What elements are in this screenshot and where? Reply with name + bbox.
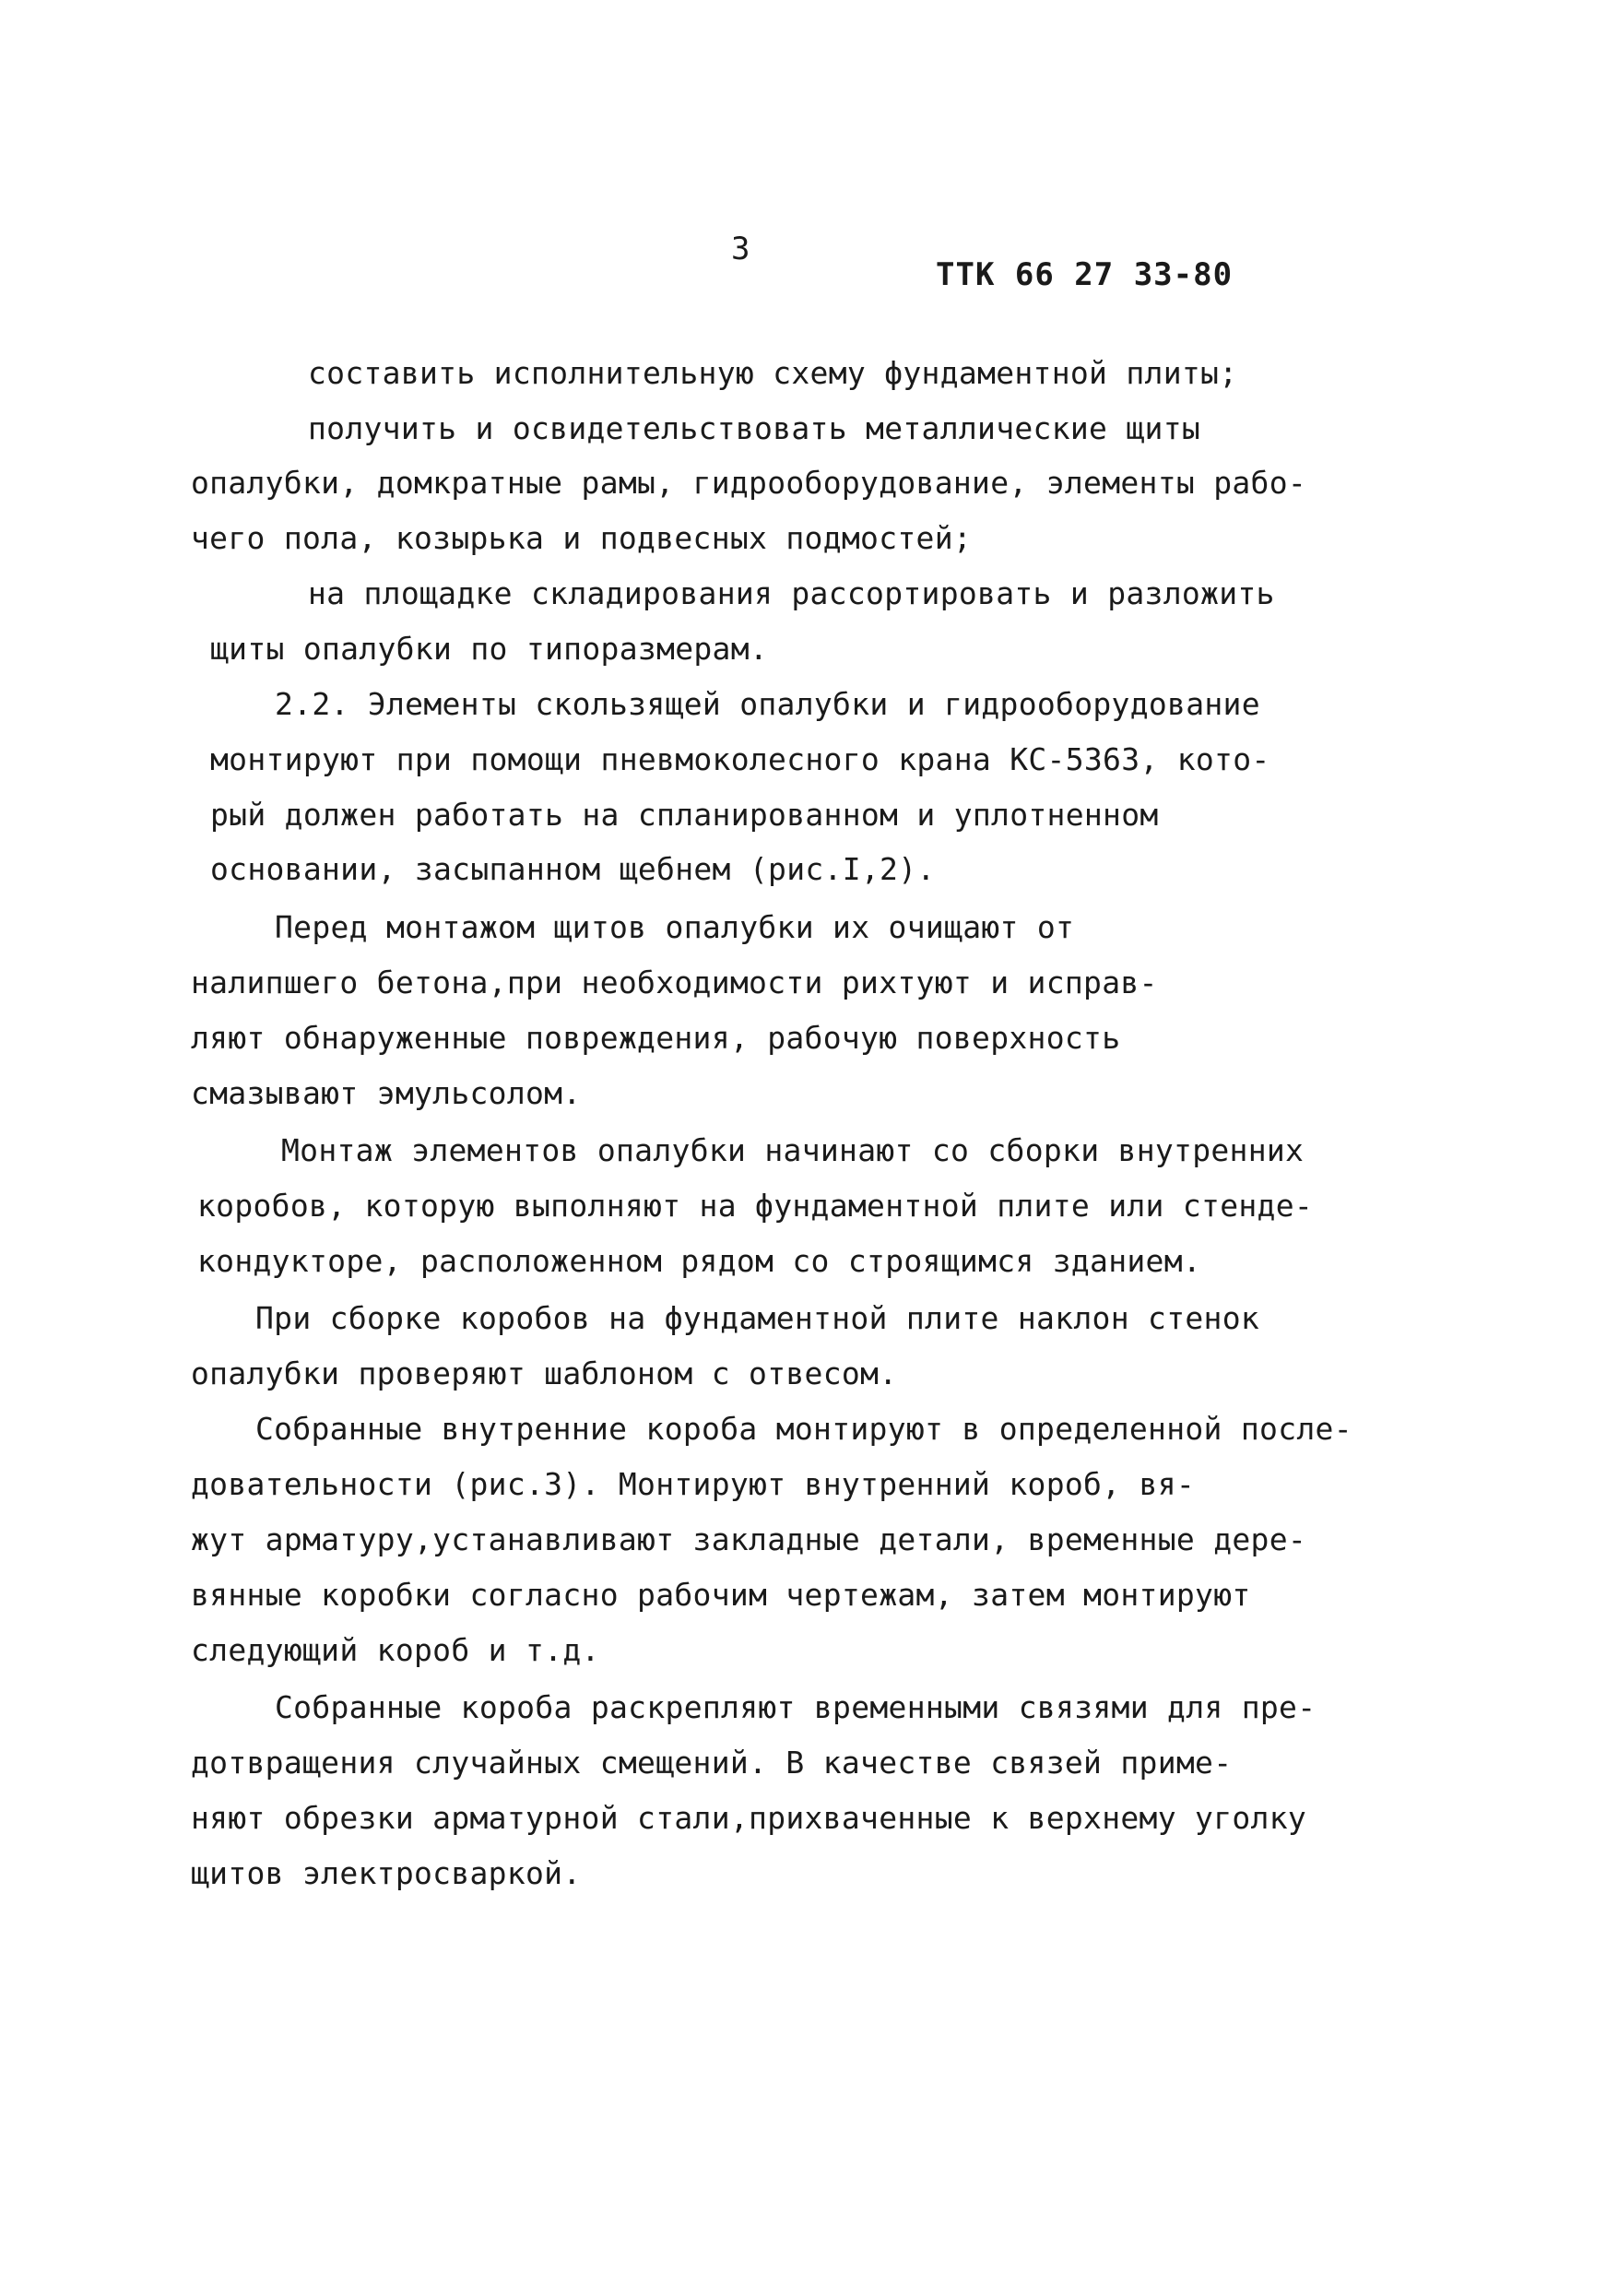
text-line: коробов, которую выполняют на фундаментной плите или стенде- xyxy=(197,1188,1314,1224)
text-line: опалубки проверяют шаблоном с отвесом. xyxy=(191,1355,898,1391)
document-code: ТТК 66 27 33-80 xyxy=(936,256,1234,293)
text-line: рый должен работать на спланированном и уплотненном xyxy=(210,797,1159,833)
text-line: получить и освидетельствовать металлические щиты xyxy=(308,410,1201,446)
text-line: ляют обнаруженные повреждения, рабочую поверхность xyxy=(191,1020,1121,1056)
text-line: составить исполнительную схему фундаментной плиты; xyxy=(308,355,1238,391)
text-line: жут арматуру,устанавливают закладные детали, временные дере- xyxy=(191,1521,1307,1557)
text-line: основании, засыпанном щебнем (рис.I,2). xyxy=(210,851,936,887)
text-line: довательности (рис.3). Монтируют внутренний короб, вя- xyxy=(191,1466,1196,1502)
text-line: Собранные внутренние короба монтируют в определенной после- xyxy=(255,1411,1352,1447)
text-line: Перед монтажом щитов опалубки их очищают от xyxy=(275,909,1075,945)
text-line: чего пола, козырька и подвесных подмостей; xyxy=(191,520,973,556)
text-line: дотвращения случайных смещений. В качестве связей приме- xyxy=(191,1745,1233,1781)
text-line: Монтаж элементов опалубки начинают со сборки внутренних xyxy=(281,1132,1305,1168)
text-line: Собранные короба раскрепляют временными связями для пре- xyxy=(275,1689,1317,1725)
text-line: смазывают эмульсолом. xyxy=(191,1075,582,1111)
text-line: опалубки, домкратные рамы, гидрооборудование, элементы рабо- xyxy=(191,465,1307,501)
text-line: щиты опалубки по типоразмерам. xyxy=(210,631,769,667)
text-line: монтируют при помощи пневмоколесного крана КС-5363, кото- xyxy=(210,741,1270,777)
page-number: 3 xyxy=(731,231,750,267)
text-line: вянные коробки согласно рабочим чертежам, затем монтируют xyxy=(191,1577,1251,1613)
text-line: кондукторе, расположенном рядом со строящимся зданием. xyxy=(197,1243,1202,1279)
text-line: щитов электросваркой. xyxy=(191,1855,582,1891)
text-line: няют обрезки арматурной стали,прихваченные к верхнему уголку xyxy=(191,1800,1307,1836)
text-line: При сборке коробов на фундаментной плите наклон стенок xyxy=(255,1300,1260,1336)
text-line: на площадке складирования рассортировать и разложить xyxy=(308,575,1275,611)
text-line: налипшего бетона,при необходимости рихтуют и исправ- xyxy=(191,965,1158,1000)
text-line: следующий короб и т.д. xyxy=(191,1632,600,1668)
text-line: 2.2. Элементы скользящей опалубки и гидрооборудование xyxy=(275,686,1260,722)
